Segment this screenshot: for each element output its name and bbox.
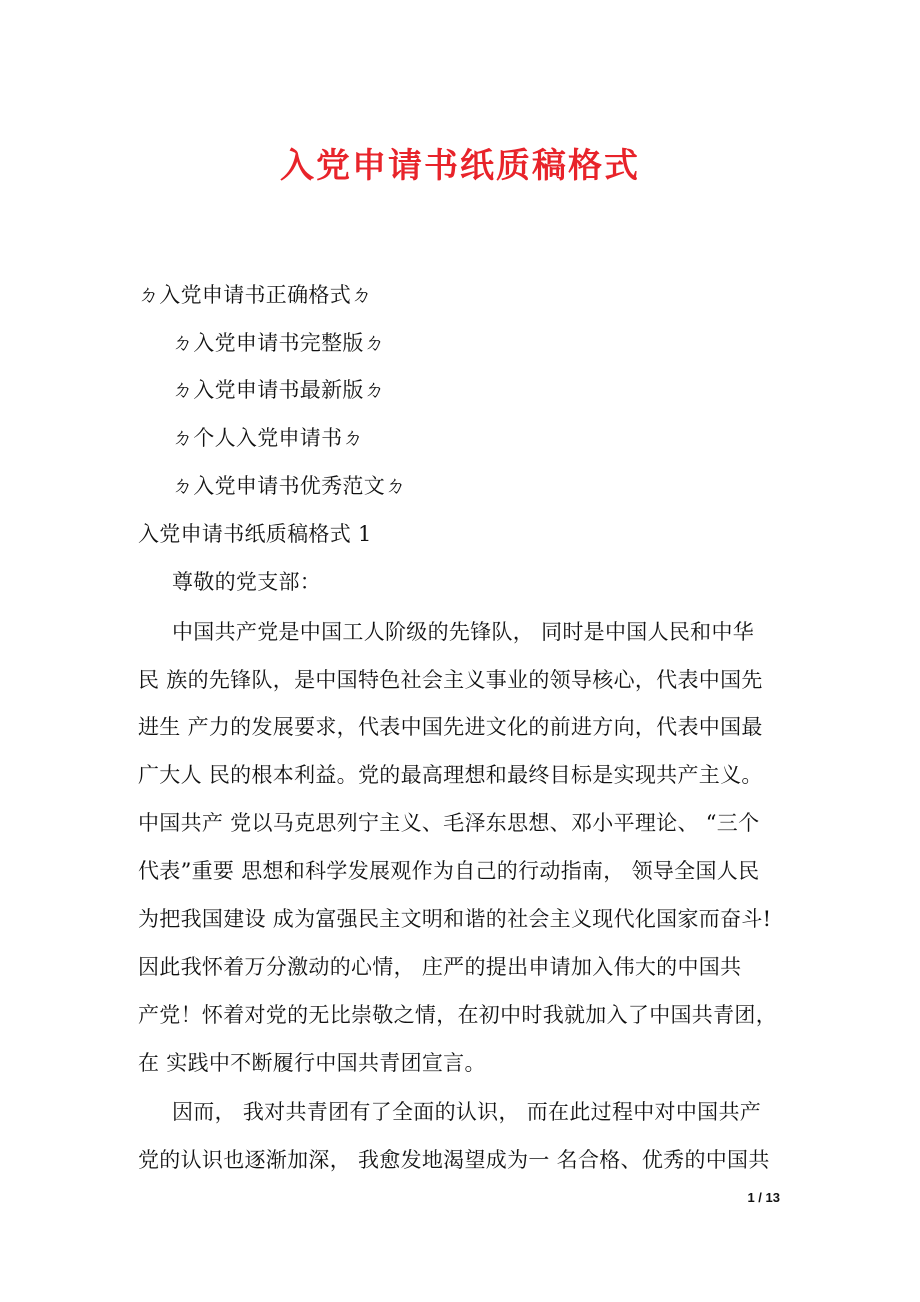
toc-item[interactable]: ㄉ入党申请书优秀范文ㄉ [172, 474, 407, 498]
toc-item[interactable]: ㄉ入党申请书正确格式ㄉ [138, 283, 373, 307]
body-line: 代表”重要 思想和科学发展观作为自己的行动指南， 领导全国人民 [138, 859, 760, 883]
salutation: 尊敬的党支部： [172, 570, 322, 594]
body-line: 进生 产力的发展要求，代表中国先进文化的前进方向，代表中国最 [138, 715, 763, 739]
page-title: 入党申请书纸质稿格式 [280, 146, 640, 186]
toc-item[interactable]: ㄉ个人入党申请书ㄉ [172, 426, 364, 450]
body-line: 广大人 民的根本利益。党的最高理想和最终目标是实现共产主义。 [138, 763, 763, 787]
page-number: 1 / 13 [747, 1190, 780, 1205]
body-line: 党的认识也逐渐加深， 我愈发地渴望成为一 名合格、优秀的中国共 [138, 1148, 770, 1172]
body-line: 民 族的先锋队，是中国特色社会主义事业的领导核心，代表中国先 [138, 668, 763, 692]
body-line: 在 实践中不断履行中国共青团宣言。 [138, 1051, 486, 1075]
body-line: 中国共产 党以马克思列宁主义、毛泽东思想、邓小平理论、 “三个 [138, 811, 760, 835]
toc-item[interactable]: ㄉ入党申请书最新版ㄉ [172, 378, 385, 402]
section-heading: 入党申请书纸质稿格式 1 [138, 522, 372, 546]
body-line: 因而， 我对共青团有了全面的认识， 而在此过程中对中国共产 [172, 1100, 762, 1124]
body-line: 产党！怀着对党的无比崇敬之情，在初中时我就加入了中国共青团， [138, 1003, 777, 1027]
body-line: 为把我国建设 成为富强民主文明和谐的社会主义现代化国家而奋斗! [138, 907, 772, 931]
toc-item[interactable]: ㄉ入党申请书完整版ㄉ [172, 331, 385, 355]
body-line: 因此我怀着万分激动的心情， 庄严的提出申请加入伟大的中国共 [138, 955, 742, 979]
body-line: 中国共产党是中国工人阶级的先锋队， 同时是中国人民和中华 [172, 620, 755, 644]
